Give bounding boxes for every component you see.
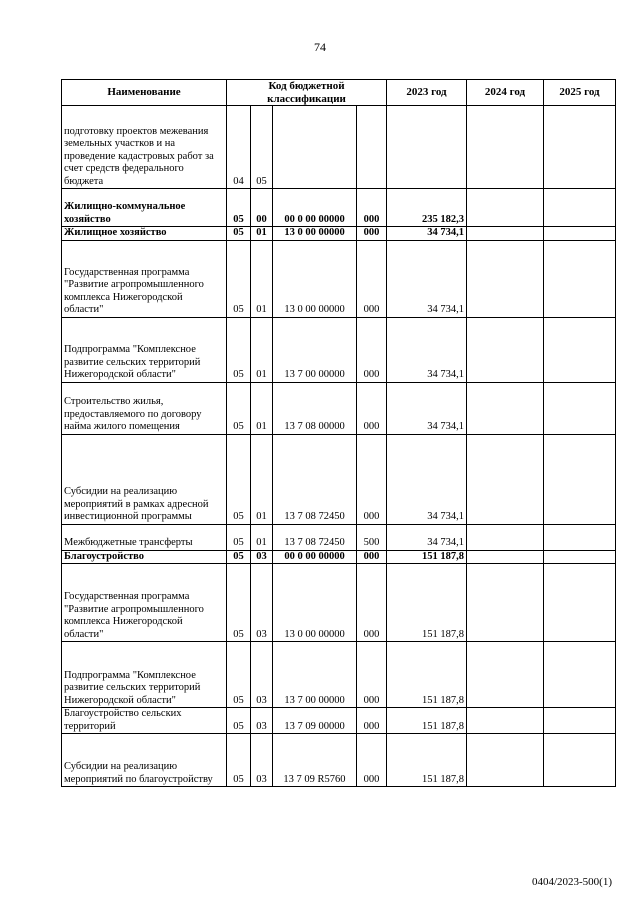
row-name: Государственная программа "Развитие агропромышленного комплекса Нижегородской области" [62,564,227,642]
row-amount-2023: 34 734,1 [387,434,467,524]
row-amount-2023: 34 734,1 [387,317,467,382]
budget-table [61,79,616,787]
row-target-article: 13 7 00 00000 [273,317,357,382]
row-expense-type: 500 [357,524,387,550]
row-target-article: 13 7 08 00000 [273,382,357,434]
row-expense-type: 000 [357,317,387,382]
row-amount-2023: 151 187,8 [387,642,467,708]
row-amount-2024 [467,227,544,241]
row-amount-2024 [467,317,544,382]
row-amount-2025 [544,642,616,708]
row-expense-type: 000 [357,642,387,708]
table-row [62,382,616,434]
row-section: 05 [227,189,251,227]
row-amount-2025 [544,550,616,564]
row-amount-2025 [544,524,616,550]
row-name: подготовку проектов межевания земельных участков и на проведение кадастровых работ за счет средств федерального бюджета [62,106,227,189]
row-expense-type: 000 [357,382,387,434]
row-name: Межбюджетные трансферты [62,524,227,550]
table-row [62,708,616,734]
row-target-article: 13 0 00 00000 [273,227,357,241]
row-amount-2024 [467,708,544,734]
row-expense-type: 000 [357,734,387,787]
row-target-article: 13 7 00 00000 [273,642,357,708]
row-expense-type [357,106,387,189]
row-amount-2023 [387,106,467,189]
row-section: 04 [227,106,251,189]
row-subsection: 05 [251,106,273,189]
row-section: 05 [227,434,251,524]
row-name: Строительство жилья, предоставляемого по договору найма жилого помещения [62,382,227,434]
page-number: 74 [314,40,326,54]
row-amount-2024 [467,734,544,787]
table-row [62,434,616,524]
row-amount-2025 [544,240,616,317]
row-subsection: 01 [251,434,273,524]
header-code: Код бюджетной классификации [227,80,387,106]
row-amount-2025 [544,106,616,189]
row-target-article [273,106,357,189]
row-amount-2024 [467,524,544,550]
table-row [62,106,616,189]
header-2023: 2023 год [387,80,467,106]
table-row [62,524,616,550]
row-name: Государственная программа "Развитие агропромышленного комплекса Нижегородской области" [62,240,227,317]
row-subsection: 01 [251,317,273,382]
row-name: Благоустройство сельских территорий [62,708,227,734]
table-row [62,734,616,787]
row-subsection: 01 [251,240,273,317]
table-row [62,189,616,227]
row-section: 05 [227,642,251,708]
row-amount-2024 [467,642,544,708]
row-amount-2023: 151 187,8 [387,550,467,564]
row-amount-2025 [544,708,616,734]
row-amount-2025 [544,317,616,382]
row-expense-type: 000 [357,564,387,642]
row-amount-2023: 34 734,1 [387,240,467,317]
row-target-article: 13 7 08 72450 [273,434,357,524]
header-2024: 2024 год [467,80,544,106]
row-amount-2024 [467,106,544,189]
row-section: 05 [227,524,251,550]
row-amount-2023: 151 187,8 [387,564,467,642]
row-amount-2024 [467,564,544,642]
row-section: 05 [227,382,251,434]
row-section: 05 [227,317,251,382]
row-name: Субсидии на реализацию мероприятий в рамках адресной инвестиционной программы [62,434,227,524]
table-row [62,227,616,241]
header-2025: 2025 год [544,80,616,106]
row-amount-2025 [544,189,616,227]
row-expense-type: 000 [357,189,387,227]
row-amount-2023: 151 187,8 [387,708,467,734]
row-amount-2023: 34 734,1 [387,227,467,241]
row-name: Подпрограмма "Комплексное развитие сельских территорий Нижегородской области" [62,642,227,708]
row-amount-2024 [467,382,544,434]
row-amount-2024 [467,434,544,524]
table-row [62,642,616,708]
row-target-article: 13 0 00 00000 [273,240,357,317]
document-code: 0404/2023-500(1) [531,876,612,888]
row-name: Субсидии на реализацию мероприятий по благоустройству [62,734,227,787]
row-amount-2024 [467,550,544,564]
row-subsection: 03 [251,734,273,787]
row-subsection: 01 [251,524,273,550]
row-subsection: 00 [251,189,273,227]
row-target-article: 00 0 00 00000 [273,550,357,564]
row-expense-type: 000 [357,240,387,317]
row-amount-2024 [467,189,544,227]
row-section: 05 [227,564,251,642]
row-section: 05 [227,734,251,787]
row-section: 05 [227,708,251,734]
header-row [62,80,616,106]
row-target-article: 13 7 08 72450 [273,524,357,550]
row-expense-type: 000 [357,227,387,241]
row-subsection: 01 [251,227,273,241]
row-amount-2023: 235 182,3 [387,189,467,227]
row-subsection: 03 [251,550,273,564]
row-amount-2023: 34 734,1 [387,524,467,550]
row-expense-type: 000 [357,434,387,524]
row-amount-2023: 151 187,8 [387,734,467,787]
row-target-article: 00 0 00 00000 [273,189,357,227]
table-row [62,564,616,642]
row-section: 05 [227,240,251,317]
table-row [62,317,616,382]
row-target-article: 13 7 09 R5760 [273,734,357,787]
row-section: 05 [227,550,251,564]
table-row [62,240,616,317]
row-section: 05 [227,227,251,241]
row-name: Жилищно-коммунальное хозяйство [62,189,227,227]
row-amount-2024 [467,240,544,317]
row-subsection: 01 [251,382,273,434]
row-amount-2025 [544,434,616,524]
row-amount-2025 [544,734,616,787]
row-name: Благоустройство [62,550,227,564]
row-amount-2025 [544,227,616,241]
row-expense-type: 000 [357,708,387,734]
header-name: Наименование [62,80,227,106]
row-amount-2025 [544,564,616,642]
row-subsection: 03 [251,708,273,734]
row-subsection: 03 [251,642,273,708]
row-amount-2023: 34 734,1 [387,382,467,434]
row-target-article: 13 0 00 00000 [273,564,357,642]
row-amount-2025 [544,382,616,434]
row-expense-type: 000 [357,550,387,564]
row-name: Жилищное хозяйство [62,227,227,241]
row-target-article: 13 7 09 00000 [273,708,357,734]
row-subsection: 03 [251,564,273,642]
row-name: Подпрограмма "Комплексное развитие сельских территорий Нижегородской области" [62,317,227,382]
table-row [62,550,616,564]
